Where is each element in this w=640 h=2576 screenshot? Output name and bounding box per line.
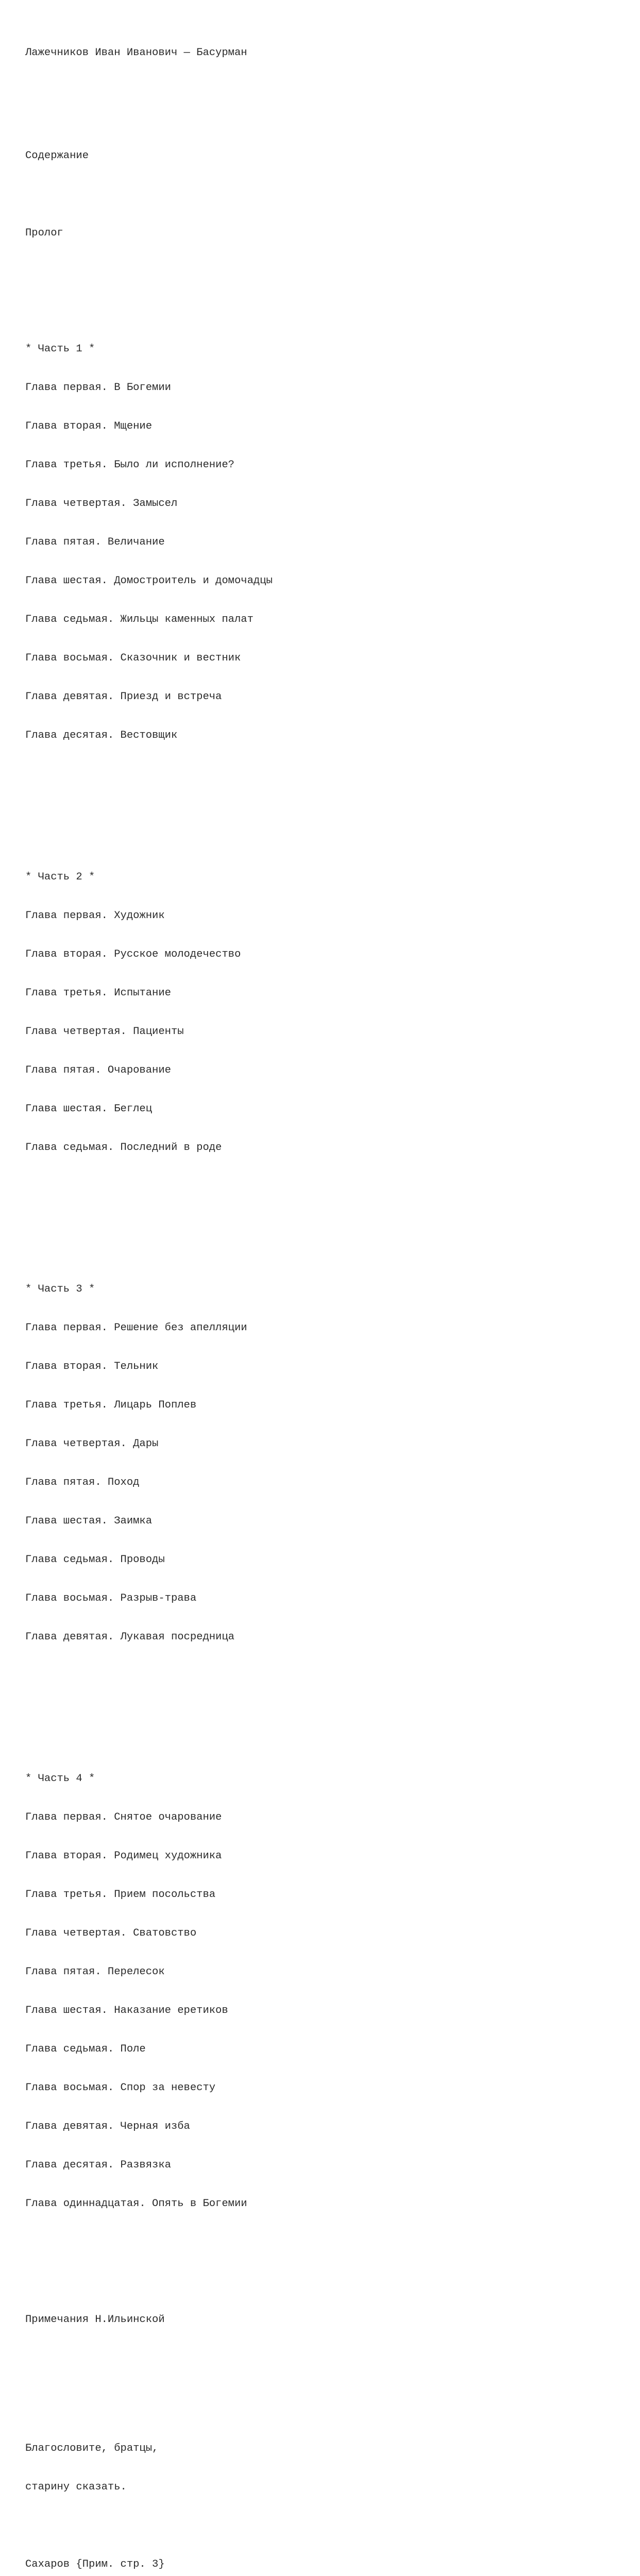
toc-chapter: Глава одиннадцатая. Опять в Богемии [25,2198,247,2210]
toc-chapter: Глава вторая. Родимец художника [25,1850,222,1862]
epigraph-line: Благословите, братцы, [25,2443,159,2454]
toc-chapter: Глава десятая. Вестовщик [25,730,178,741]
toc-part-3 [25,1257,618,1669]
toc-part-1 [25,317,618,768]
toc-heading: Содержание [25,150,89,162]
toc-chapter: Глава пятая. Поход [25,1477,140,1488]
toc-notes: Примечания Н.Ильинской [25,2314,165,2326]
toc-chapter: Глава вторая. Русское молодечество [25,948,241,960]
toc-chapter: Глава седьмая. Последний в роде [25,1142,222,1154]
toc-chapter: Глава первая. Решение без апелляции [25,1322,247,1334]
toc-chapter: Глава четвертая. Сватовство [25,1927,197,1939]
toc-part-label: * Часть 3 * [25,1283,95,1295]
toc-part-label: * Часть 4 * [25,1773,95,1785]
toc-chapter: Глава восьмая. Спор за невесту [25,2082,216,2094]
toc-part-label: * Часть 2 * [25,871,95,883]
toc-prologue: Пролог [25,227,63,239]
toc-part-2 [25,845,618,1180]
toc-chapter: Глава восьмая. Сказочник и вестник [25,652,241,664]
toc-chapter: Глава восьмая. Разрыв-трава [25,1592,197,1604]
toc-chapter: Глава четвертая. Замысел [25,498,178,510]
toc-chapter: Глава первая. Художник [25,910,165,922]
epigraph-attribution: Сахаров {Прим. стр. 3} [25,2558,165,2570]
toc-chapter: Глава шестая. Беглец [25,1103,153,1115]
toc-chapter: Глава первая. Снятое очарование [25,1811,222,1823]
toc-chapter: Глава вторая. Тельник [25,1361,159,1372]
document-page [25,21,618,2576]
toc-chapter: Глава вторая. Мщение [25,420,153,432]
toc-chapter: Глава пятая. Очарование [25,1064,171,1076]
toc-chapter: Глава шестая. Домостроитель и домочадцы [25,575,273,587]
toc-chapter: Глава девятая. Черная изба [25,2121,190,2132]
toc-chapter: Глава седьмая. Поле [25,2043,146,2055]
toc-chapter: Глава третья. Было ли исполнение? [25,459,234,471]
toc-chapter: Глава девятая. Лукавая посредница [25,1631,234,1643]
toc-chapter: Глава четвертая. Дары [25,1438,159,1450]
toc-chapter: Глава третья. Испытание [25,987,171,999]
epigraph-line: старину сказать. [25,2481,127,2493]
document-title: Лажечников Иван Иванович — Басурман [25,47,247,59]
toc-chapter: Глава седьмая. Жильцы каменных палат [25,614,254,625]
toc-part-label: * Часть 1 * [25,343,95,355]
toc-chapter: Глава седьмая. Проводы [25,1554,165,1566]
toc-chapter: Глава пятая. Величание [25,536,165,548]
toc-chapter: Глава третья. Лицарь Поплев [25,1399,197,1411]
toc-chapter: Глава четвертая. Пациенты [25,1026,184,1038]
toc-chapter: Глава десятая. Развязка [25,2159,171,2171]
toc-chapter: Глава шестая. Заимка [25,1515,153,1527]
toc-chapter: Глава шестая. Наказание еретиков [25,2005,228,2016]
toc-chapter: Глава третья. Прием посольства [25,1889,216,1901]
epigraph [25,2416,618,2576]
toc-part-4 [25,1747,618,2236]
toc-chapter: Глава пятая. Перелесок [25,1966,165,1978]
toc-chapter: Глава первая. В Богемии [25,382,171,394]
toc-chapter: Глава девятая. Приезд и встреча [25,691,222,703]
